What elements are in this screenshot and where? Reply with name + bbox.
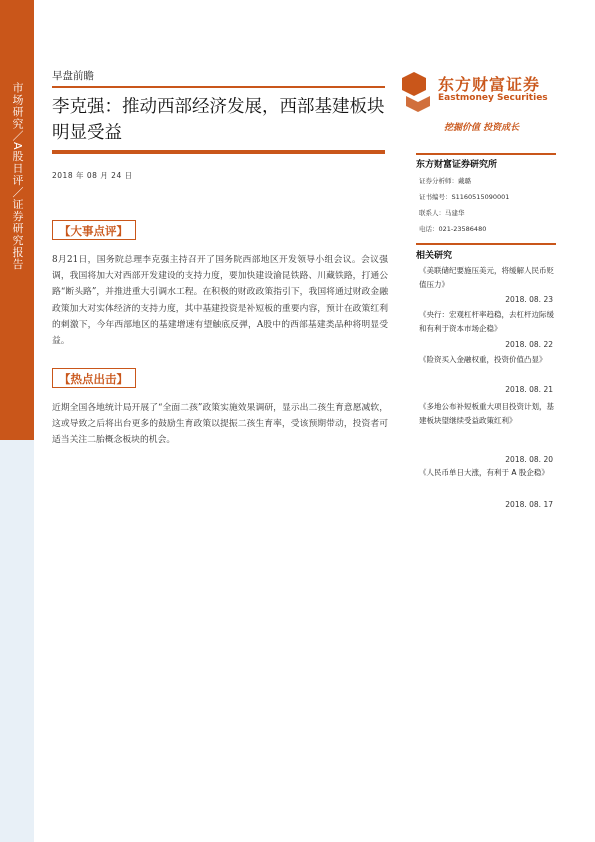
event-paragraph: 8月21日，国务院总理李克强主持召开了国务院西部地区开发领导小组会议。会议强调，我国将加大对西部开发建设的支持力度，要加快建设渝昆铁路、川藏铁路，打通公路“断头路”，并推进重大引调水工程。在积极的财政政策指引下，我国将通过财政金融政策加大对实体经济的支持力度，其中基建投资是补短板的重要内容，预计在政策红利的刺激下，今年西部地区的基建增速有望触底反弹，A股中的西部基建类品种将明显受益。 bbox=[52, 255, 388, 347]
related-divider bbox=[416, 243, 556, 245]
page-title: 李克强：推动西部经济发展，西部基建板块明显受益 bbox=[52, 97, 385, 143]
related-item[interactable]: 《人民币单日大涨，有利于 A 股企稳》 bbox=[419, 468, 549, 477]
hot-paragraph: 近期全国各地统计局开展了“全面二孩”政策实施效果调研，显示出二孩生育意愿减软，这或导致之后将出台更多的鼓励生育政策以提振二孩生育率，受该预期带动，投资者可适当关注二胎概念板块的机会。 bbox=[52, 403, 388, 446]
related-item[interactable]: 《多地公布补短板重大项目投资计划，基建板块望继续受益政策红利》 bbox=[419, 402, 554, 425]
sidebar bbox=[0, 0, 34, 842]
related-item[interactable]: 《险资买入金融权重，投资价值凸显》 bbox=[419, 355, 547, 364]
related-item-date: 2018. 08. 20 bbox=[505, 455, 553, 464]
phone-line: 电话：021-23586480 bbox=[419, 225, 487, 233]
analyst-line: 证券分析师：戴璐 bbox=[419, 177, 471, 185]
report-date: 2018 年 08 月 24 日 bbox=[52, 171, 133, 180]
brand-slogan: 挖掘价值 投资成长 bbox=[444, 123, 520, 133]
section-label-hot: 【热点出击】 bbox=[52, 368, 136, 388]
title-divider bbox=[52, 150, 385, 154]
report-kicker: 早盘前瞻 bbox=[52, 70, 94, 82]
sidebar-category-text: 市场研究／A股日评／证券研究报告 bbox=[11, 82, 24, 271]
section-label-event: 【大事点评】 bbox=[52, 220, 136, 240]
institute-divider bbox=[416, 153, 556, 155]
related-item-date: 2018. 08. 17 bbox=[505, 500, 553, 509]
contact-line: 联系人：马建华 bbox=[419, 209, 465, 217]
related-item[interactable]: 《央行：宏观杠杆率趋稳，去杠杆边际缓和有利于资本市场企稳》 bbox=[419, 310, 554, 333]
certificate-line: 证书编号：S1160515090001 bbox=[419, 193, 510, 201]
institute-title: 东方财富证券研究所 bbox=[416, 160, 498, 170]
related-item-date: 2018. 08. 23 bbox=[505, 295, 553, 304]
related-title: 相关研究 bbox=[416, 251, 453, 261]
related-item-date: 2018. 08. 21 bbox=[505, 385, 553, 394]
related-item-date: 2018. 08. 22 bbox=[505, 340, 553, 349]
related-item[interactable]: 《美联储纪要施压美元，将缓解人民币贬值压力》 bbox=[419, 266, 554, 289]
header-divider bbox=[52, 86, 385, 88]
brand-name-cn: 东方财富证券 bbox=[438, 75, 541, 94]
brand-name-en: Eastmoney Securities bbox=[438, 93, 548, 103]
